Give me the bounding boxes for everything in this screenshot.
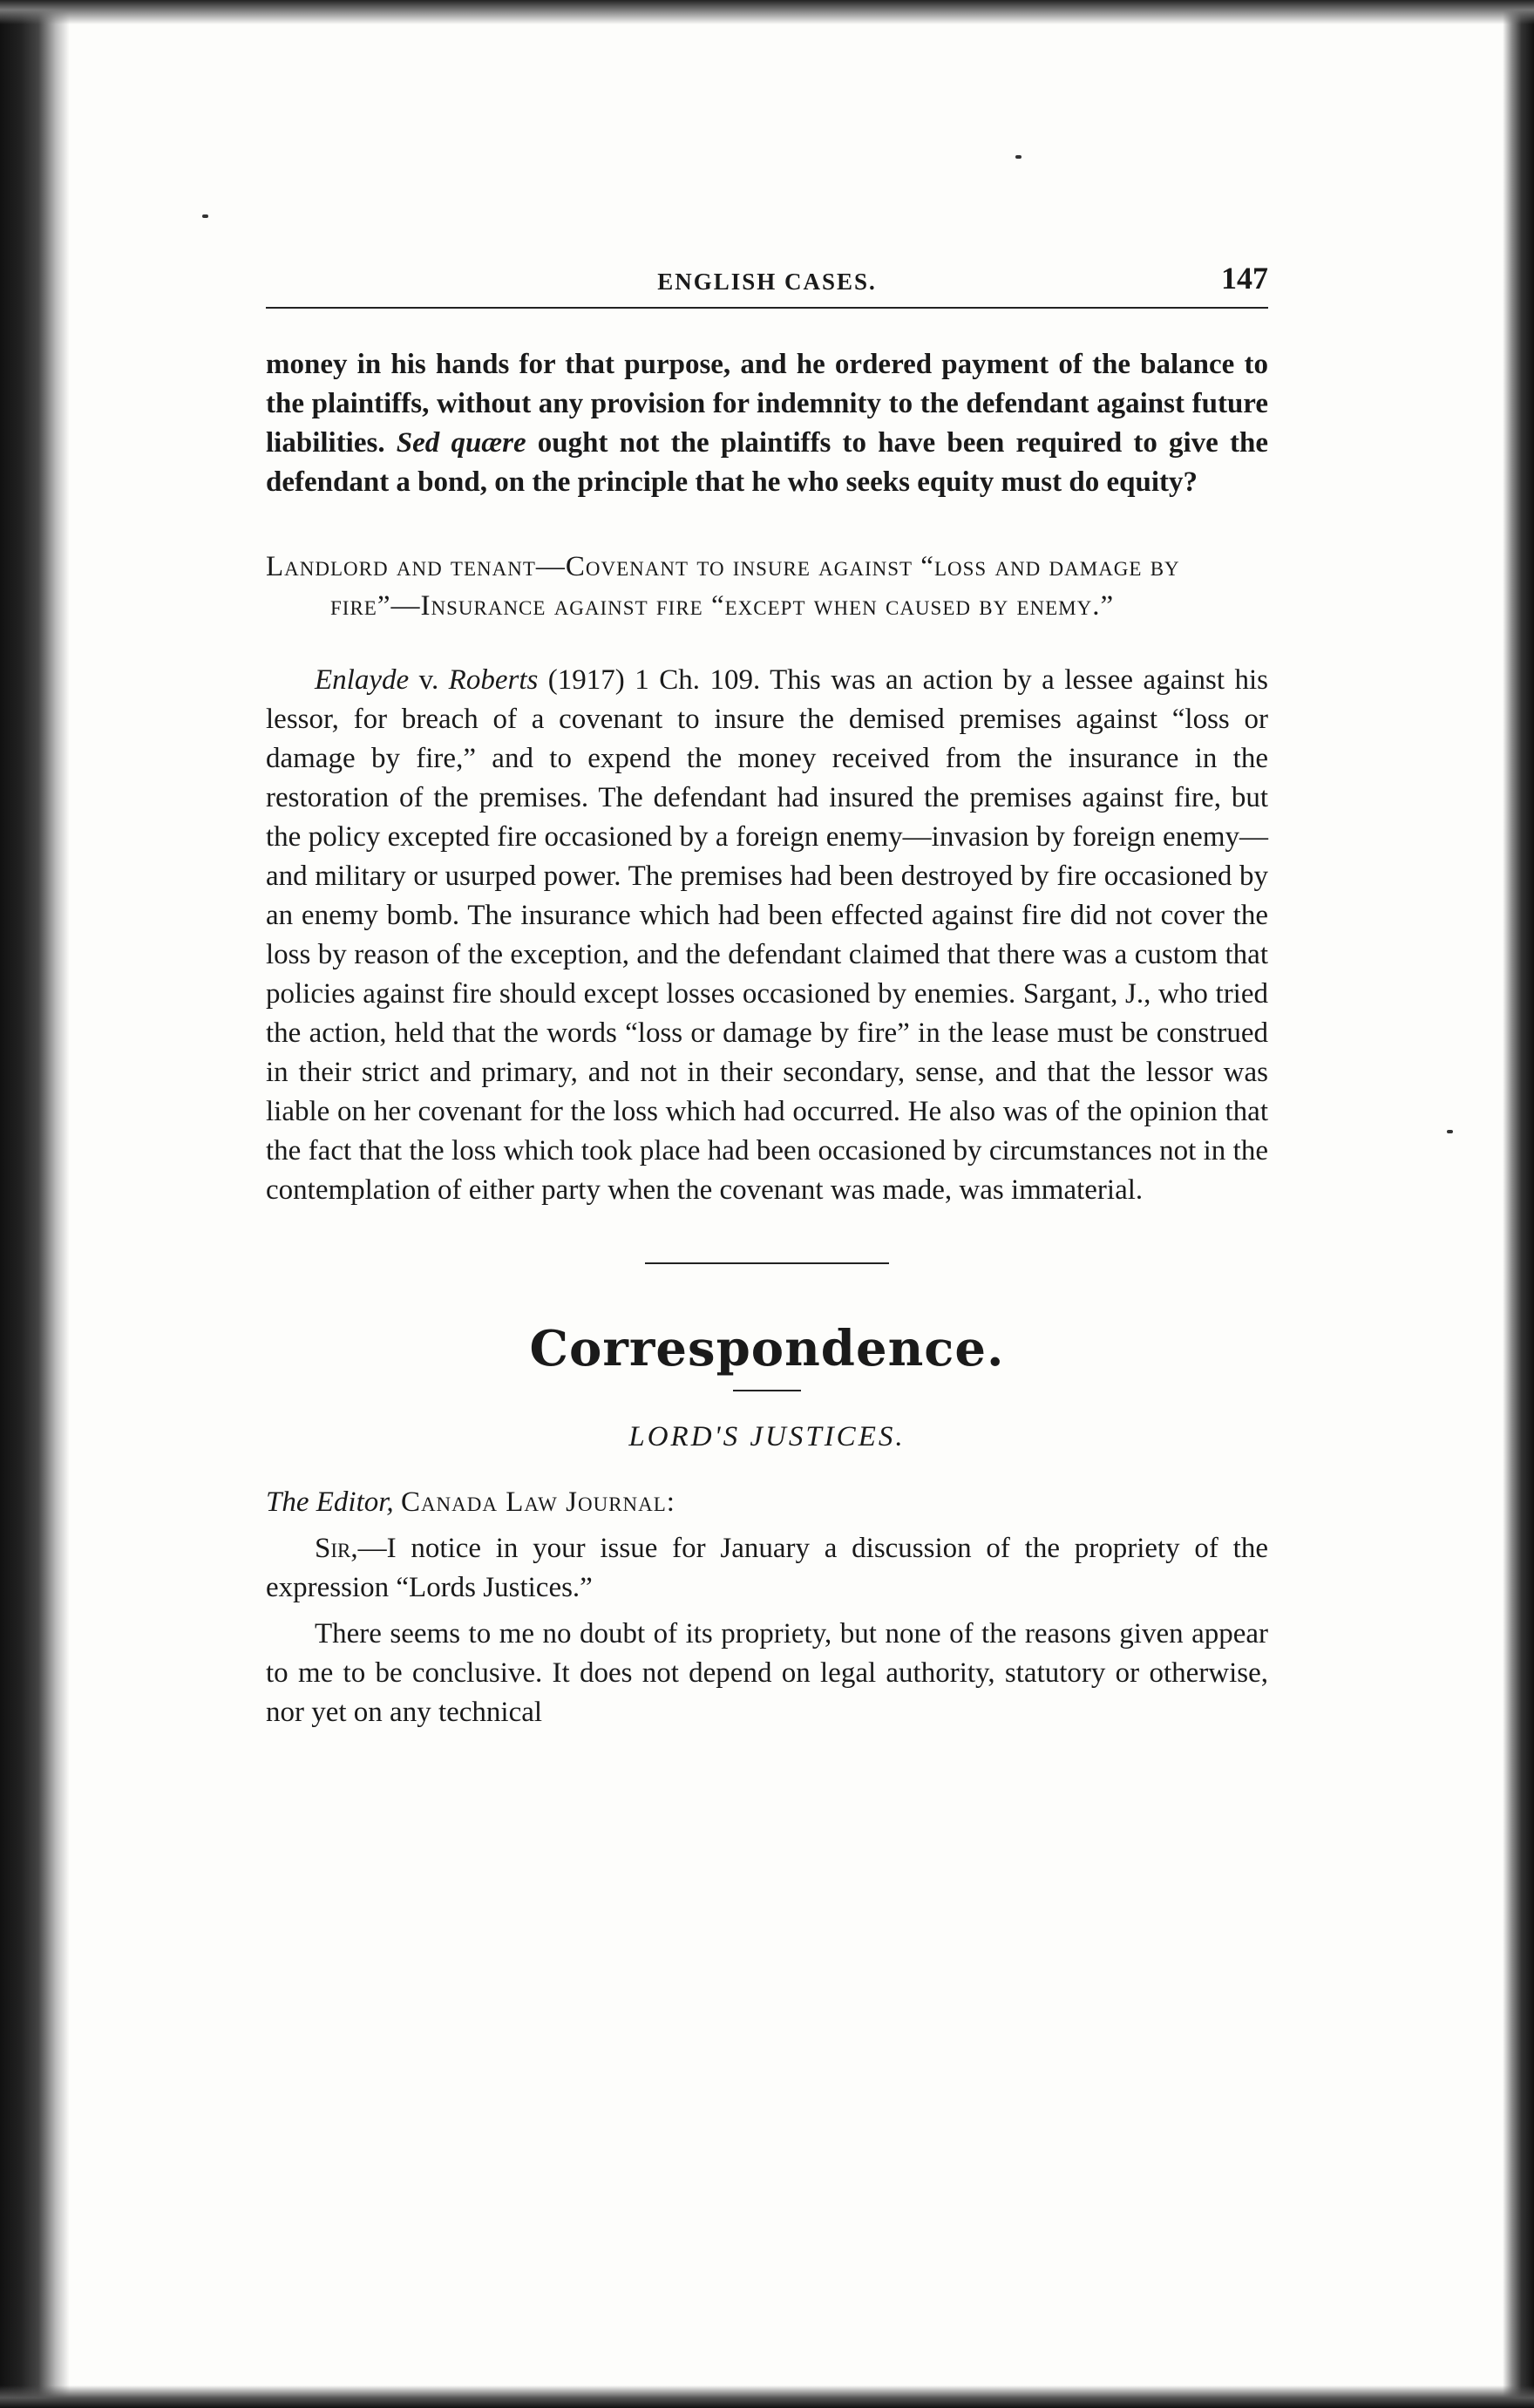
letter-journal: Canada Law Journal:	[400, 1486, 675, 1518]
case-body: This was an action by a lessee against his lessor, for breach of a covenant to insure the demised premises against “loss or damage by fire,” and to expend the money received from the insurance in the restoration of the premises. The defendant had insured the premises against fire, but the policy excepted fire occasioned by a foreign enemy—invasion by foreign enemy—and military or usurped power. The premises had been destroyed by fire occasioned by an enemy bomb. The insurance which had been effected against fire did not cover the loss by reason of the exception, and the defendant claimed that there was a custom that policies against fire should except losses occasioned by enemies. Sargant, J., who tried the action, held that the words “loss or damage by fire” in the lease must be construed in their strict and primary, and not in their secondary, sense, and that the lessor was liable on her covenant for the loss which had occurred. He also was of the opinion that the fact that the loss which took place had been occasioned by circumstances not in the contemplation of either party when the covenant was made, was immaterial.	[266, 664, 1268, 1206]
continuation-text-after: ought not the plaintiffs to have been required to give the defendant a bond, on the principle that he who seeks equity must do equity?	[266, 427, 1268, 498]
case-versus: v.	[409, 664, 449, 696]
scan-edge-bottom	[0, 2385, 1534, 2408]
case-headnote: Landlord and tenant—Covenant to insure against “loss and damage by fire”—Insurance against fire “except when caused by enemy.”	[266, 551, 1180, 622]
letter-paragraph-one	[266, 1529, 1268, 1608]
scan-edge-left	[0, 0, 70, 2408]
case-paragraph	[266, 661, 1268, 1210]
running-title: ENGLISH CASES.	[657, 269, 877, 295]
header-rule	[266, 307, 1268, 309]
letter-paragraph-two: There seems to me no doubt of its propriety, but none of the reasons given appear to me to be conclusive. It does not depend on legal authority, statutory or otherwise, nor yet on any technical	[266, 1618, 1268, 1728]
document-page	[266, 253, 1268, 1732]
section-divider	[645, 1262, 889, 1264]
scan-speck	[1447, 1130, 1453, 1133]
letter-address	[266, 1483, 1268, 1522]
correspondence-heading: Correspondence.	[529, 1320, 1005, 1377]
heading-underline	[733, 1390, 801, 1391]
scan-speck	[202, 214, 208, 218]
case-party-one: Enlayde	[315, 664, 410, 696]
scan-edge-right	[1503, 0, 1534, 2408]
letter-salutation: Sir,	[315, 1533, 358, 1564]
continuation-text-before: money in his hands for that purpose, and he ordered payment of the balance to the plaintiffs, without any provision for indemnity to the defendant against future liabilities.	[266, 349, 1268, 459]
running-head	[266, 253, 1268, 302]
letter-paragraph-one-text: —I notice in your issue for January a discussion of the propriety of the expression “Lords Justices.”	[266, 1533, 1268, 1603]
scan-edge-top	[0, 0, 1534, 24]
scan-speck	[1015, 155, 1022, 159]
case-citation: (1917) 1 Ch. 109.	[538, 664, 770, 696]
continuation-paragraph	[266, 345, 1268, 502]
sed-quaere-phrase: Sed quære	[396, 427, 526, 459]
case-party-two: Roberts	[448, 664, 539, 696]
correspondence-subheading: LORD'S JUSTICES.	[628, 1421, 906, 1452]
letter-addressee: The Editor,	[266, 1486, 394, 1518]
page-number: 147	[1221, 261, 1268, 296]
